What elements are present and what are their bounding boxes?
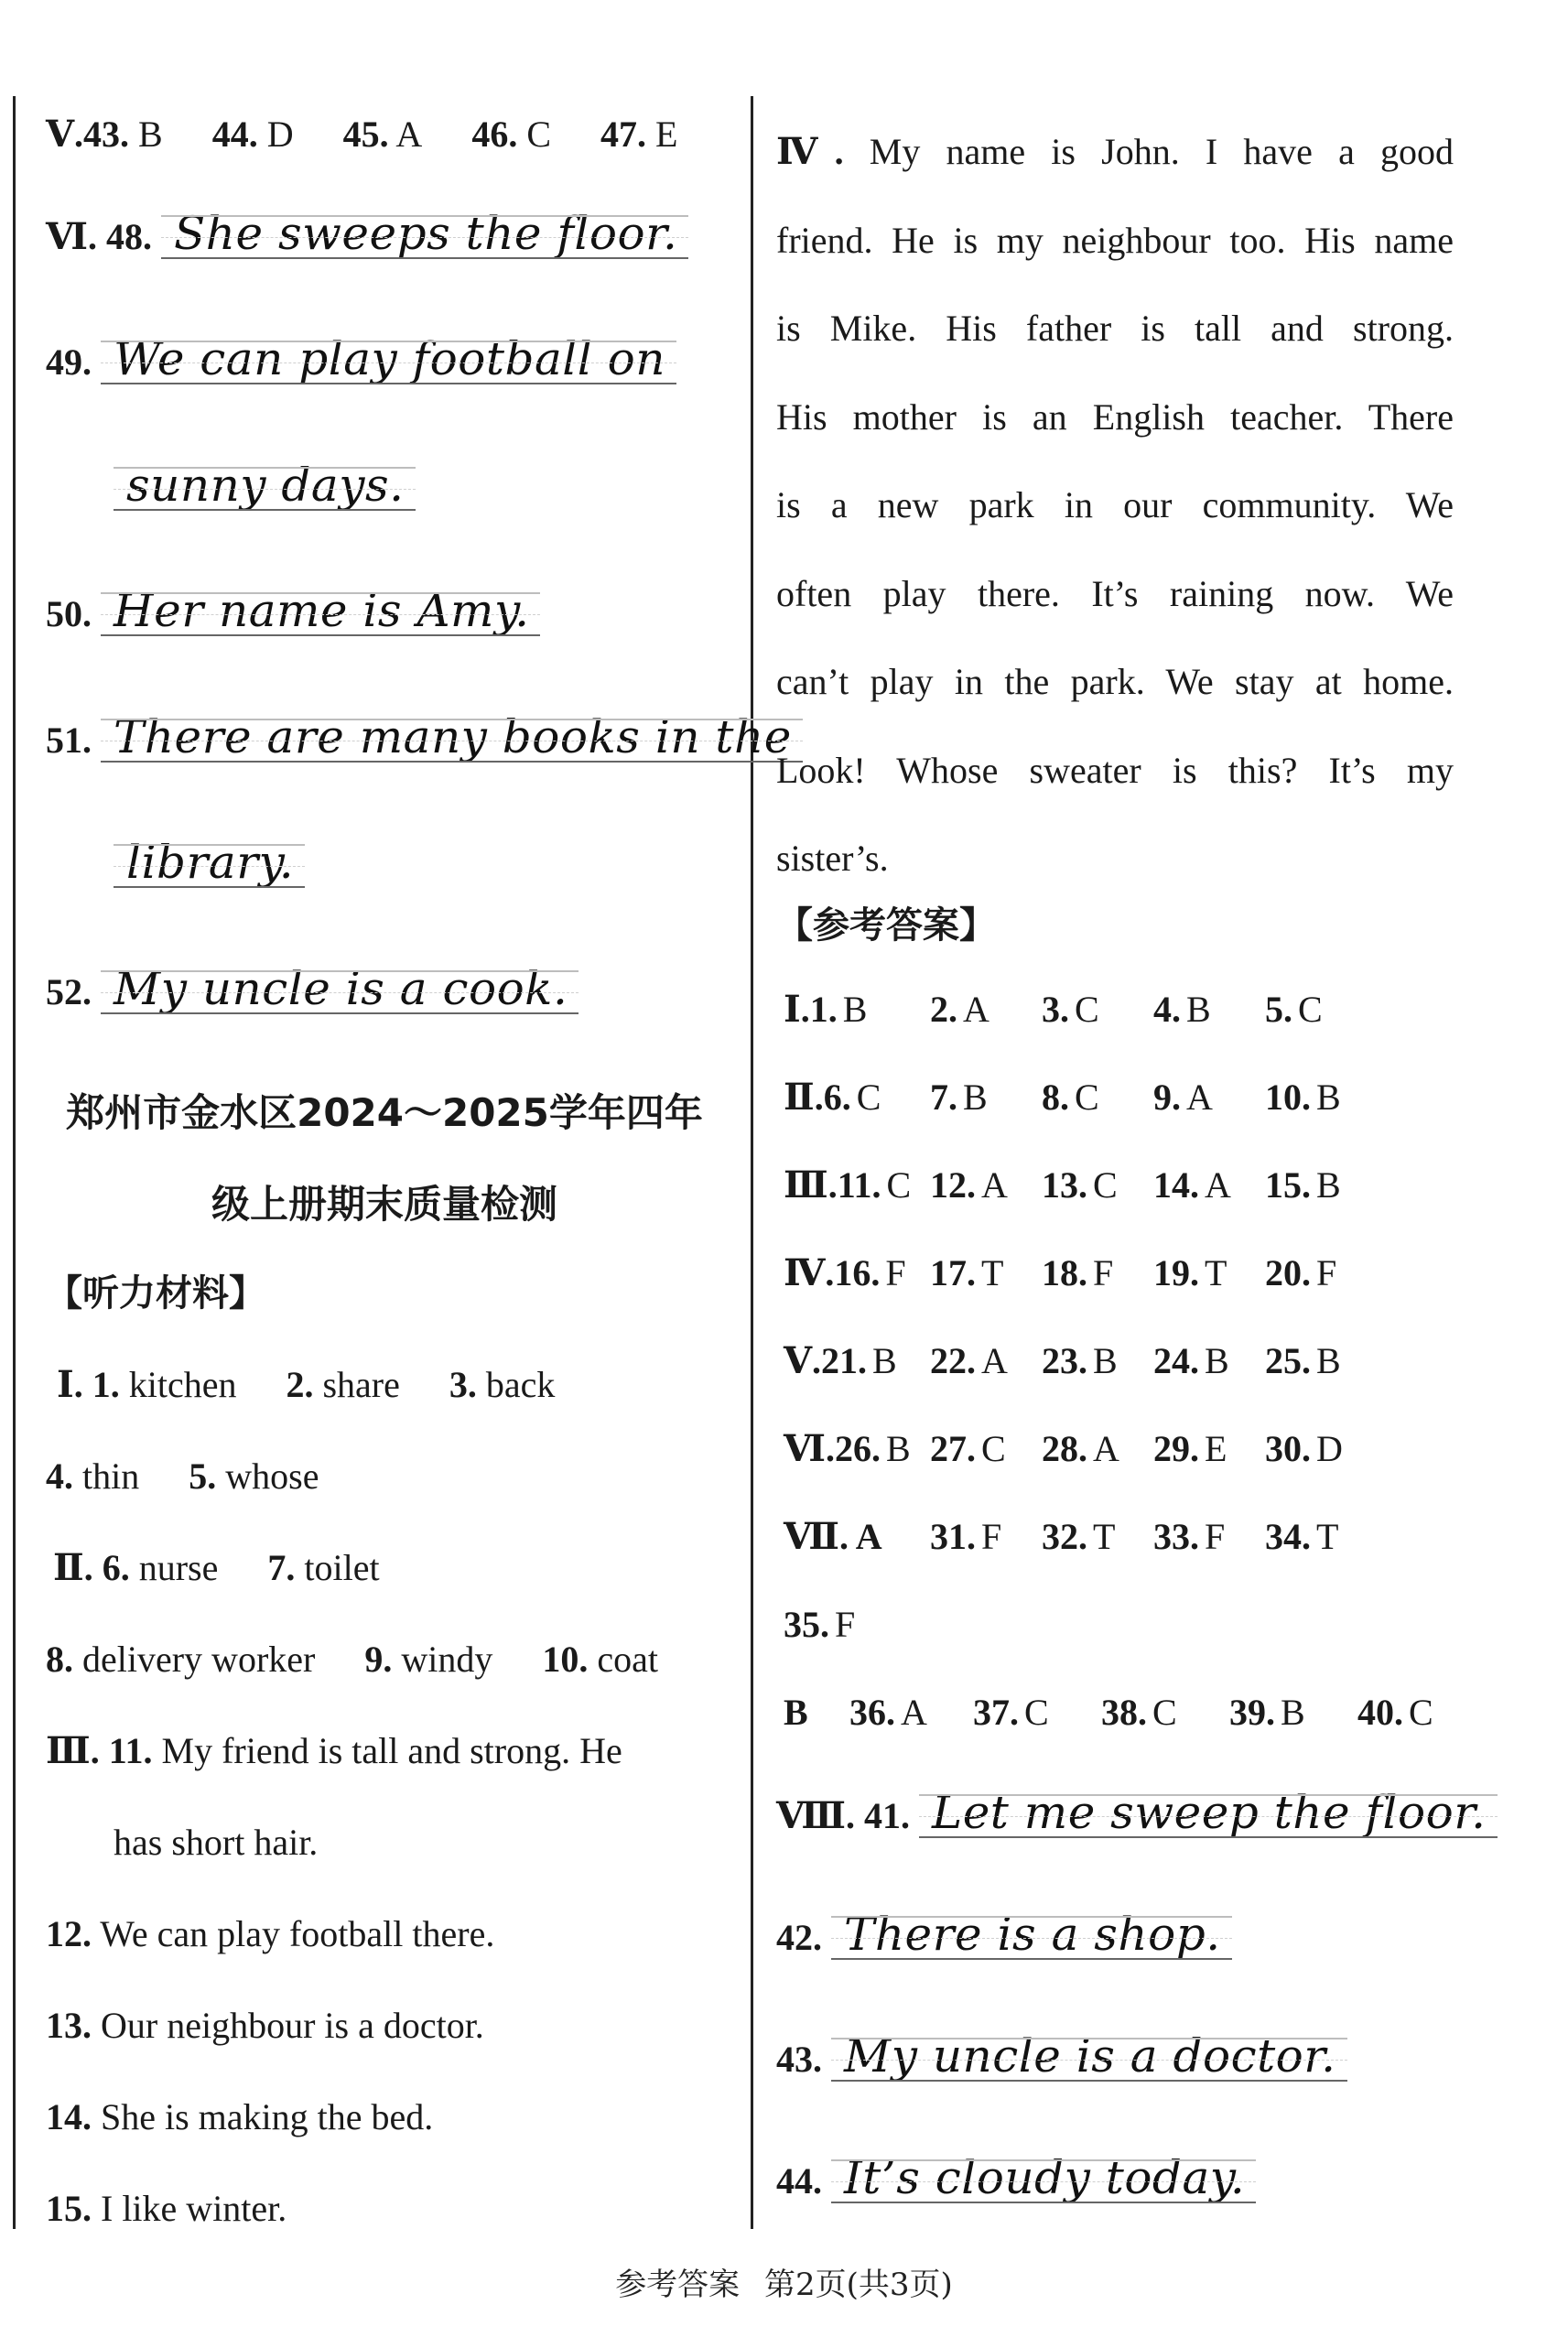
- answer: B: [872, 1340, 897, 1381]
- question-number: 42.: [776, 1917, 822, 1958]
- handwritten-text: Let me sweep the floor.: [932, 1786, 1487, 1839]
- question-number: 3.: [1042, 989, 1069, 1030]
- question-number: 13.: [46, 2005, 92, 2046]
- question-number: 2.: [286, 1364, 314, 1405]
- answer-key-item: [1101, 1690, 1177, 1736]
- question-number: 27.: [930, 1428, 976, 1469]
- answer: D: [1316, 1428, 1343, 1469]
- question-number: 52.: [46, 971, 92, 1012]
- answer: C: [1093, 1164, 1118, 1206]
- answer: D: [266, 114, 294, 155]
- listening-row-4: [46, 1637, 658, 1682]
- answer-key-item: [1265, 1426, 1343, 1472]
- answer: T: [1316, 1516, 1339, 1557]
- answer-key-item: [784, 1690, 814, 1736]
- answer-key-item: [784, 1163, 911, 1208]
- answer-key-item: [784, 1338, 897, 1384]
- question-number: 5.: [1265, 989, 1292, 1030]
- answer: thin: [82, 1455, 140, 1497]
- question-number: 45.: [342, 114, 389, 155]
- passage-iv: [776, 108, 1454, 903]
- answer: My friend is tall and strong. He: [161, 1730, 622, 1771]
- handwritten-text: sunny days.: [126, 459, 405, 512]
- question-number: 5.: [189, 1455, 217, 1497]
- answer: C: [1075, 989, 1099, 1030]
- answer-key-item: [1265, 1075, 1341, 1120]
- question-number: 13.: [1042, 1164, 1087, 1206]
- answer: A: [901, 1692, 927, 1733]
- answer-key-item: [1042, 1426, 1119, 1472]
- question-number: 29.: [1153, 1428, 1199, 1469]
- question-number: 18.: [1042, 1252, 1087, 1293]
- answer-51: [46, 709, 803, 764]
- answer-key-item: [930, 987, 989, 1033]
- answer-key-item: [1042, 1250, 1113, 1296]
- answer: B: [1186, 989, 1211, 1030]
- answer-key-item: [1042, 987, 1099, 1033]
- answer-key-item: [930, 1514, 1001, 1560]
- answer-key-item: [930, 1075, 988, 1120]
- question-number: Ⅴ.43.: [46, 114, 130, 155]
- passage-line: is a new park in our community. We: [776, 484, 1454, 525]
- answer-49-continued: [104, 458, 416, 513]
- handwritten-answer: [831, 2029, 1347, 2083]
- passage-line: His mother is an English teacher. There: [776, 395, 1454, 438]
- question-number: 19.: [1153, 1252, 1199, 1293]
- answer: A: [1186, 1077, 1213, 1118]
- handwritten-answer: [114, 835, 305, 890]
- answer: C: [1075, 1077, 1099, 1118]
- answer: C: [886, 1164, 912, 1206]
- question-number: 15.: [1265, 1164, 1311, 1206]
- question-number: 10.: [1265, 1077, 1311, 1118]
- question-number: 10.: [542, 1639, 589, 1680]
- answer-key-item: [849, 1690, 927, 1736]
- answer: E: [655, 114, 678, 155]
- question-number: Ⅵ.26.: [784, 1428, 881, 1469]
- question-number: B: [784, 1692, 808, 1733]
- question-number: 20.: [1265, 1252, 1311, 1293]
- question-number: 2.: [930, 989, 957, 1030]
- question-number: 22.: [930, 1340, 976, 1381]
- answer: B: [1205, 1340, 1229, 1381]
- answer: A: [963, 989, 989, 1030]
- passage-line: friend. He is my neighbour too. His name: [776, 219, 1454, 261]
- answer-50: [46, 583, 540, 638]
- listening-row-15: [46, 2186, 287, 2232]
- answer-key-item: [1042, 1163, 1118, 1208]
- question-number: 3.: [449, 1364, 477, 1405]
- answer: C: [526, 114, 551, 155]
- answer-key-item: [1265, 1163, 1341, 1208]
- footer-label: 参考答案: [615, 2267, 741, 2303]
- answer-key-item: [930, 1426, 1006, 1472]
- answer: We can play football there.: [100, 1913, 495, 1954]
- answer: F: [1205, 1516, 1226, 1557]
- answer: C: [856, 1077, 881, 1118]
- question-number: Ⅳ.16.: [784, 1252, 881, 1293]
- answer-key-item: [1265, 1514, 1338, 1560]
- answer-key-item: [1042, 1338, 1118, 1384]
- listening-row-2: [46, 1454, 319, 1499]
- answer: T: [1205, 1252, 1227, 1293]
- passage-line: is Mike. His father is tall and strong.: [776, 308, 1454, 349]
- answer: A: [1205, 1164, 1231, 1206]
- question-number: Ⅱ. 6.: [53, 1547, 130, 1588]
- answer: She is making the bed.: [101, 2096, 434, 2137]
- answer: B: [886, 1428, 911, 1469]
- page-footer: [0, 2259, 1568, 2304]
- question-number: 37.: [973, 1692, 1019, 1733]
- answer-48: [46, 206, 688, 261]
- answer-key-item: [1153, 1338, 1229, 1384]
- listening-header: 【听力材料】: [46, 1272, 265, 1315]
- question-number: 7.: [267, 1547, 296, 1588]
- question-number: 46.: [471, 114, 518, 155]
- section-number: Ⅳ.: [776, 131, 844, 172]
- question-number: 31.: [930, 1516, 976, 1557]
- answer: back: [485, 1364, 556, 1405]
- answer-key-item: [1153, 1426, 1227, 1472]
- answer: F: [1316, 1252, 1337, 1293]
- question-number: 9.: [1153, 1077, 1181, 1118]
- answer: Our neighbour is a doctor.: [101, 2005, 484, 2046]
- answer: whose: [225, 1455, 319, 1497]
- passage-text: My name is John. I have a good: [869, 131, 1454, 172]
- question-number: 28.: [1042, 1428, 1087, 1469]
- answer: B: [1281, 1692, 1305, 1733]
- answer-key-item: [1153, 1514, 1225, 1560]
- passage-line: can’t play in the park. We stay at home.: [776, 661, 1454, 702]
- answer: toilet: [304, 1547, 380, 1588]
- answer: coat: [597, 1639, 658, 1680]
- right-column: [776, 0, 1487, 2234]
- question-number: 49.: [46, 341, 92, 383]
- question-number: 12.: [930, 1164, 976, 1206]
- column-divider: [751, 96, 753, 2229]
- answer: E: [1205, 1428, 1227, 1469]
- passage-line: [776, 108, 1454, 197]
- answer: B: [1093, 1340, 1118, 1381]
- question-number: 14.: [46, 2096, 92, 2137]
- question-number: 4.: [1153, 989, 1181, 1030]
- page-number: 第2页(共3页): [764, 2267, 953, 2303]
- listening-row-3: [53, 1545, 380, 1591]
- question-number: 33.: [1153, 1516, 1199, 1557]
- question-number: 44.: [776, 2160, 822, 2202]
- question-number: 39.: [1229, 1692, 1275, 1733]
- handwritten-answer: [161, 206, 688, 261]
- answer-key-item: [1153, 1250, 1227, 1296]
- answer-key-item: [1265, 1338, 1341, 1384]
- answer-key-header: 【参考答案】: [776, 904, 996, 947]
- answer-key-item: [784, 1250, 906, 1296]
- answer-43: [776, 2029, 1347, 2083]
- question-number: 44.: [211, 114, 258, 155]
- handwritten-text: library.: [126, 836, 295, 889]
- answer: F: [1093, 1252, 1114, 1293]
- answer: A: [981, 1164, 1008, 1206]
- answer: F: [981, 1516, 1002, 1557]
- answer-key-item: [930, 1250, 1003, 1296]
- answer: B: [138, 114, 163, 155]
- handwritten-text: It’s cloudy today.: [844, 2151, 1246, 2204]
- answer-52: [46, 961, 579, 1016]
- question-number: 50.: [46, 593, 92, 634]
- question-number: Ⅵ. 48.: [46, 216, 152, 257]
- question-number: Ⅰ. 1.: [57, 1364, 120, 1405]
- question-number: Ⅴ.21.: [784, 1340, 868, 1381]
- handwritten-text: My uncle is a doctor.: [844, 2029, 1336, 2083]
- answer: kitchen: [128, 1364, 237, 1405]
- question-number: 14.: [1153, 1164, 1199, 1206]
- question-number: 24.: [1153, 1340, 1199, 1381]
- question-number: 36.: [849, 1692, 895, 1733]
- exam-title-line1: 郑州市金水区2024～2025学年四年: [66, 1090, 703, 1135]
- handwritten-answer: [831, 2150, 1256, 2205]
- question-number: 38.: [1101, 1692, 1147, 1733]
- answer: B: [1316, 1340, 1341, 1381]
- answer-key-item: [1229, 1690, 1305, 1736]
- question-number: 15.: [46, 2188, 92, 2229]
- answer-key-item: [1153, 1075, 1213, 1120]
- answer-row-v: [46, 112, 677, 157]
- answer-key-item: [1042, 1514, 1115, 1560]
- answer-key-item: [930, 1338, 1008, 1384]
- handwritten-text: We can play football on: [114, 332, 665, 385]
- answer: B: [842, 989, 868, 1030]
- passage-line: often play there. It’s raining now. We: [776, 572, 1454, 614]
- handwritten-answer: [114, 458, 416, 513]
- answer: C: [1409, 1692, 1433, 1733]
- handwritten-text: There are many books in the: [114, 710, 792, 763]
- question-number: 35.: [784, 1604, 829, 1645]
- handwritten-text: My uncle is a cook.: [114, 962, 568, 1015]
- answer-key-item: [973, 1690, 1049, 1736]
- answer-42: [776, 1907, 1232, 1962]
- question-number: 9.: [364, 1639, 393, 1680]
- exam-title-line2: 级上册期末质量检测: [211, 1182, 557, 1227]
- handwritten-text: She sweeps the floor.: [174, 207, 678, 260]
- answer: B: [963, 1077, 988, 1118]
- question-number: 51.: [46, 719, 92, 761]
- question-number: 30.: [1265, 1428, 1311, 1469]
- answer: B: [1316, 1077, 1341, 1118]
- question-number: Ⅶ. A: [784, 1516, 882, 1557]
- question-number: 25.: [1265, 1340, 1311, 1381]
- answer: C: [1298, 989, 1323, 1030]
- answer-key-item: [784, 987, 867, 1033]
- question-number: Ⅲ.11.: [784, 1164, 881, 1206]
- answer: windy: [401, 1639, 493, 1680]
- answer: C: [981, 1428, 1006, 1469]
- answer-key-item: [1357, 1690, 1433, 1736]
- answer: T: [1093, 1516, 1116, 1557]
- question-number: 7.: [930, 1077, 957, 1118]
- answer: A: [1093, 1428, 1119, 1469]
- question-number: 40.: [1357, 1692, 1403, 1733]
- handwritten-answer: [101, 583, 540, 638]
- question-number: 32.: [1042, 1516, 1087, 1557]
- answer: B: [1316, 1164, 1341, 1206]
- handwritten-text: There is a shop.: [844, 1908, 1221, 1961]
- answer: nurse: [138, 1547, 219, 1588]
- question-number: 17.: [930, 1252, 976, 1293]
- answer-key-item: [930, 1163, 1008, 1208]
- listening-row-5: [46, 1728, 622, 1774]
- answer: F: [835, 1604, 856, 1645]
- question-number: 43.: [776, 2039, 822, 2080]
- answer-key-item: [784, 1426, 911, 1472]
- listening-row-12: [46, 1911, 494, 1957]
- answer-49: [46, 331, 676, 386]
- question-number: Ⅱ.6.: [784, 1077, 851, 1118]
- handwritten-answer: [919, 1785, 1498, 1840]
- question-number: Ⅷ. 41.: [776, 1795, 910, 1836]
- answer: share: [322, 1364, 400, 1405]
- answer-key-item: [784, 1602, 855, 1648]
- answer-41: [776, 1785, 1498, 1840]
- listening-row-14: [46, 2094, 433, 2140]
- question-number: 23.: [1042, 1340, 1087, 1381]
- answer: F: [885, 1252, 906, 1293]
- left-column: [46, 0, 792, 2234]
- question-number: 8.: [1042, 1077, 1069, 1118]
- question-number: Ⅰ.1.: [784, 989, 838, 1030]
- question-number: 47.: [600, 114, 646, 155]
- answer-key-item: [1265, 987, 1323, 1033]
- answer: C: [1024, 1692, 1049, 1733]
- answer-51-continued: [104, 835, 305, 890]
- question-number: Ⅲ. 11.: [46, 1730, 153, 1771]
- answer-key-item: [784, 1075, 881, 1120]
- answer-key-item: [1153, 1163, 1231, 1208]
- answer: I like winter.: [101, 2188, 287, 2229]
- listening-row-5-continued: has short hair.: [114, 1822, 319, 1863]
- question-number: 4.: [46, 1455, 73, 1497]
- question-number: 12.: [46, 1913, 92, 1954]
- handwritten-answer: [101, 961, 579, 1016]
- passage-line: Look! Whose sweater is this? It’s my: [776, 749, 1454, 791]
- passage-line: sister’s.: [776, 838, 889, 879]
- answer-key-item: [784, 1514, 888, 1560]
- handwritten-text: Her name is Amy.: [114, 584, 530, 637]
- answer: T: [981, 1252, 1004, 1293]
- answer: delivery worker: [82, 1639, 316, 1680]
- answer: A: [395, 114, 423, 155]
- listening-row-13: [46, 2003, 484, 2049]
- question-number: 34.: [1265, 1516, 1311, 1557]
- handwritten-answer: [101, 709, 803, 764]
- question-number: 8.: [46, 1639, 73, 1680]
- answer-key-item: [1042, 1075, 1099, 1120]
- listening-row-1: [57, 1362, 555, 1408]
- answer: C: [1152, 1692, 1177, 1733]
- handwritten-answer: [101, 331, 676, 386]
- left-margin-rule: [13, 96, 16, 2229]
- handwritten-answer: [831, 1907, 1232, 1962]
- answer-key-item: [1265, 1250, 1336, 1296]
- answer: A: [981, 1340, 1008, 1381]
- answer-key-item: [1153, 987, 1211, 1033]
- answer-44: [776, 2150, 1256, 2205]
